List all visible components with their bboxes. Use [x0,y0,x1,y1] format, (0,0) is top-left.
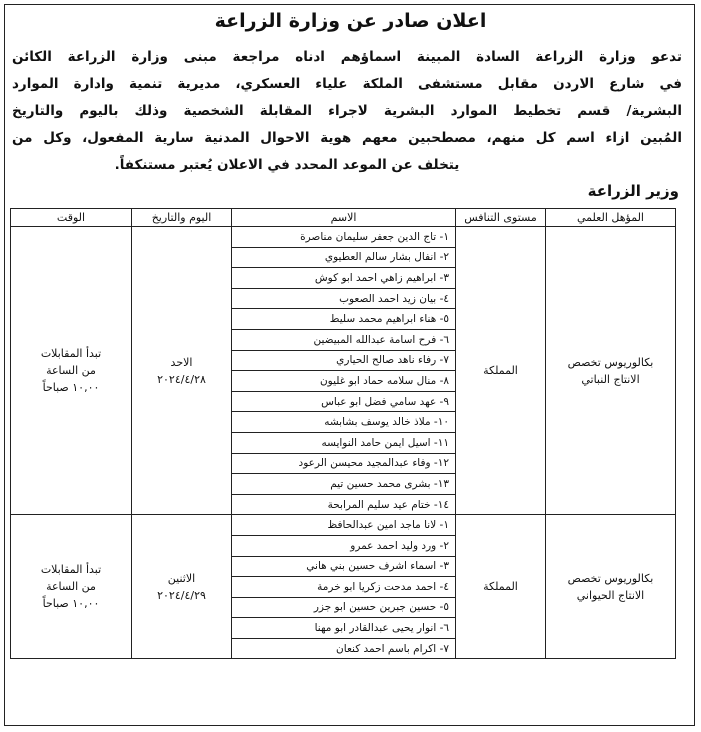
table-header-row [11,209,676,227]
candidate-name: ١- تاج الدين جعفر سليمان مناصرة [232,227,456,248]
header-qualification: المؤهل العلمي [546,209,676,227]
intro-paragraph [12,44,682,179]
header-day-date: اليوم والتاريخ [132,209,232,227]
time-cell: تبدأ المقابلات من الساعة ١٠,٠٠ صباحاً [11,227,132,515]
time-cell: تبدأ المقابلات من الساعة ١٠,٠٠ صباحاً [11,515,132,659]
candidate-name: ١٢- وفاء عبدالمجيد محيسن الرعود [232,453,456,474]
candidate-name: ٤- احمد مدحت زكريا ابو خرمة [232,577,456,598]
candidates-table [10,208,676,659]
candidate-name: ١٠- ملاذ خالد يوسف بشابشه [232,412,456,433]
day-date-cell: الاحد ٢٠٢٤/٤/٢٨ [132,227,232,515]
competition-cell: المملكة [456,227,546,515]
candidate-name: ٥- حسين جبرين حسين ابو جزر [232,597,456,618]
candidate-name: ١١- اسيل ايمن حامد النوايسه [232,432,456,453]
candidate-name: ١٣- بشرى محمد حسين تيم [232,474,456,495]
table-row [11,227,676,248]
table-row [11,515,676,536]
intro-line-1: تدعو وزارة الزراعة السادة المبينة اسماؤهم ادناه مراجعة مبنى وزارة الزراعة الكائن [12,49,682,65]
candidate-name: ٧- اكرام باسم احمد كنعان [232,638,456,659]
header-time: الوقت [11,209,132,227]
candidate-name: ١- لانا ماجد امين عبدالحافظ [232,515,456,536]
candidate-name: ٩- عهد سامي فضل ابو عباس [232,391,456,412]
candidate-name: ١٤- ختام عيد سليم المرابحة [232,494,456,515]
day-date-cell: الاثنين ٢٠٢٤/٤/٢٩ [132,515,232,659]
intro-line-5: يتخلف عن الموعد المحدد في الاعلان يُعتبر مستنكفاً. [114,157,460,173]
candidate-name: ٣- اسماء اشرف حسين بني هاني [232,556,456,577]
intro-line-2: في شارع الاردن مقابل مستشفى الملكة علياء العسكري، مديرية تنمية وادارة الموارد [12,76,682,92]
header-competition: مستوى التنافس [456,209,546,227]
candidate-name: ٦- فرح اسامة عبدالله المبيضين [232,329,456,350]
candidate-name: ٣- ابراهيم زاهي احمد ابو كوش [232,268,456,289]
candidate-name: ٨- منال سلامه حماد ابو غليون [232,371,456,392]
candidate-name: ٥- هناء ابراهيم محمد سليط [232,309,456,330]
qualification-cell: بكالوريوس تخصص الانتاج الحيواني [546,515,676,659]
competition-cell: المملكة [456,515,546,659]
qualification-cell: بكالوريوس تخصص الانتاج النباتي [546,227,676,515]
page-title: اعلان صادر عن وزارة الزراعة [214,10,487,32]
candidate-name: ٦- انوار يحيى عبدالقادر ابو مهنا [232,618,456,639]
intro-line-3: البشرية/ قسم تخطيط الموارد البشرية لاجراء المقابلة الشخصية وذلك باليوم والتاريخ [12,103,682,119]
candidate-name: ٢- انفال بشار سالم العطيوي [232,247,456,268]
candidate-name: ٧- رفاء ناهد صالح الحياري [232,350,456,371]
candidate-name: ٤- بيان زيد احمد الصعوب [232,288,456,309]
minister-signature: وزير الزراعة [587,182,679,200]
candidate-name: ٢- ورد وليد احمد عمرو [232,535,456,556]
intro-line-4: المُبين ازاء اسم كل منهم، مصطحبين معهم هوية الاحوال المدنية سارية المفعول، وكل من [12,130,682,146]
header-name: الاسم [232,209,456,227]
